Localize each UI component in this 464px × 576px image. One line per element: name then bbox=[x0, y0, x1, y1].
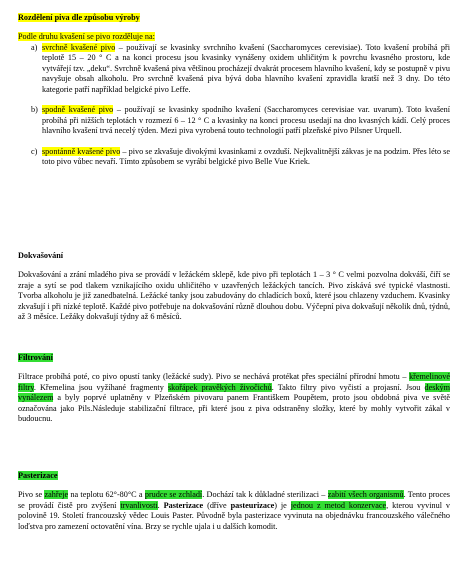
term-bottom-fermented: spodně kvašené pivo bbox=[42, 105, 114, 114]
list-item bbox=[18, 43, 450, 96]
pasteurization-paragraph bbox=[18, 490, 450, 532]
text-run: , kterou vyvinul v polovině 19. Století francouzský vědec Louis Paster. Původně byla pasterizace vyvinuta na objednávku francouzského válečného loďstva pro zamezení octovatění vína. Brzy se rychle ujala i u dalších komodit. bbox=[18, 500, 450, 531]
intro-text: Podle druhu kvašení se pivo rozděluje na: bbox=[18, 32, 155, 41]
section-pasteurization bbox=[18, 470, 450, 532]
highlight-run: skořápek pravěkých živočichů bbox=[167, 382, 272, 392]
highlight-run: trvanlivosti bbox=[120, 500, 158, 510]
section-title-filtration: Filtrování bbox=[18, 353, 53, 362]
highlight-run: prudce se zchladí bbox=[144, 490, 203, 499]
text-run: a byly poprvé uplatněny v Plzeňském pivovaru panem Františkem Poupětem, proto jsou obdobná piva ve světě označována jako Pils.Následuje stabilizační filtrace, při které jsou z piva odstraněny složky, které by mohly vytvořit zákal v budoucnu. bbox=[18, 393, 450, 423]
text-run: ) je bbox=[274, 500, 291, 510]
highlight-run: zabití všech organismů bbox=[327, 490, 404, 499]
filtration-paragraph bbox=[18, 372, 450, 425]
text-run: (dříve bbox=[203, 500, 231, 510]
bold-term: Pasterizace bbox=[163, 500, 204, 510]
text-run: . Křemelina jsou vyžíhané fragmenty bbox=[33, 382, 168, 392]
highlight-run: zahřeje bbox=[44, 490, 69, 499]
text-run: . Dochází tak k důkladné sterilizaci – bbox=[202, 490, 328, 499]
text-run: Pivo se bbox=[18, 490, 45, 499]
section-title-beer-types: Rozdělení piva dle způsobu výroby bbox=[18, 13, 140, 22]
highlight-run: deským vynálezem bbox=[18, 382, 450, 402]
highlight-run: jednou z metod konzervace bbox=[290, 500, 387, 510]
list-marker: c) bbox=[31, 146, 38, 156]
section-filtration bbox=[18, 352, 450, 425]
list-item bbox=[18, 147, 450, 168]
term-description: – pivo se zkvašuje divokými kvasinkami z ovzduší. Nejkvalitnější zákvas je na podzim. Přes léto se toto pivo vůbec nevaří. Tímto způsobem se vyrábí belgické pivo Belle Vue Kriek. bbox=[42, 146, 450, 166]
section-maturation bbox=[18, 250, 450, 323]
section-title-maturation: Dokvašování bbox=[18, 251, 64, 260]
text-run: Filtrace probíhá poté, co pivo opustí tanky (ležácké sudy). Pivo se nechává protékat přes speciální přírodní hmotu – bbox=[18, 372, 410, 381]
text-run: . Tento proces se provádí čistě pro zvýšení bbox=[18, 490, 450, 510]
list-marker: a) bbox=[31, 42, 38, 52]
list-item bbox=[18, 105, 450, 137]
term-description: – používají se kvasinky spodního kvašení (Saccharomyces cerevisiae var. uvarum). Toto kvašení probíhá při nižších teplotách v rozmezí 6 – 12 ° C a kvasinky na konci procesu usedají na dno kvasných kádí. Celý proces hlavního kvašení trvá necelý týden. Mezi piva vyrobená touto technologií patří plzeňské pivo Pilsner Urquell. bbox=[42, 105, 451, 135]
term-description: – používají se kvasinky svrchního kvašení (Saccharomyces cerevisiae). Toto kvašení probíhá při teplotě 15 – 20 ° C a na konci procesu jsou kvasinky vynášeny oxidem uhličitým k povrchu kvasného prostoru, kde vytvářejí tzv. „deku“. Svrchně kvašená piva většinou procházejí dvakrát procesem hlavního kvašení, kdy se postupně v pivu navyšuje obsah alkoholu. Pro svrchně kvašená piva bývá doba hlavního kvašení zpravidla kratší než 3 dny. Do této kategorie patří například belgické pivo Leffe. bbox=[42, 42, 450, 94]
term-spontaneous: spontánně kvašené pivo bbox=[42, 146, 121, 156]
list-marker: b) bbox=[31, 105, 38, 114]
section-beer-types bbox=[18, 12, 450, 168]
term-top-fermented: svrchně kvašené pivo bbox=[42, 42, 116, 52]
maturation-paragraph: Dokvašování a zrání mladého piva se provádí v ležáckém sklepě, kde pivo při teplotách 1 – 3 ° C velmi pozvolna dokváší, čiří se zraje a sytí se pod tlakem vznikajícího oxidu uhličitého v uzavřených ležáckých tancích. Pivo získává své typické vlastnosti. Tvorba alkoholu je již zanedbatelná. Ležácké tanky jsou zabudovány do chladících boxů, které jsou chlazeny vzduchem. Kvasinky zkvašují i při nízké teplotě. Každé pivo potřebuje na dokvašování různě dlouhou dobu. Výčepní piva dokvašují několik dnů, týdnů, až 3 měsíce. Ležáky dokvašují týdny až 6 měsíců. bbox=[18, 270, 450, 321]
beer-type-list bbox=[18, 43, 450, 168]
text-run: . bbox=[157, 500, 164, 510]
text-run: na teplotu 62°-80°C a bbox=[68, 490, 145, 499]
bold-term: pasteurizace bbox=[230, 500, 275, 510]
section-title-pasteurization: Pasterizace bbox=[18, 471, 58, 480]
text-run: . Takto filtry pivo vyčistí a projasní. Jsou bbox=[271, 382, 425, 392]
highlight-run: křemelinové filtry bbox=[18, 372, 450, 392]
